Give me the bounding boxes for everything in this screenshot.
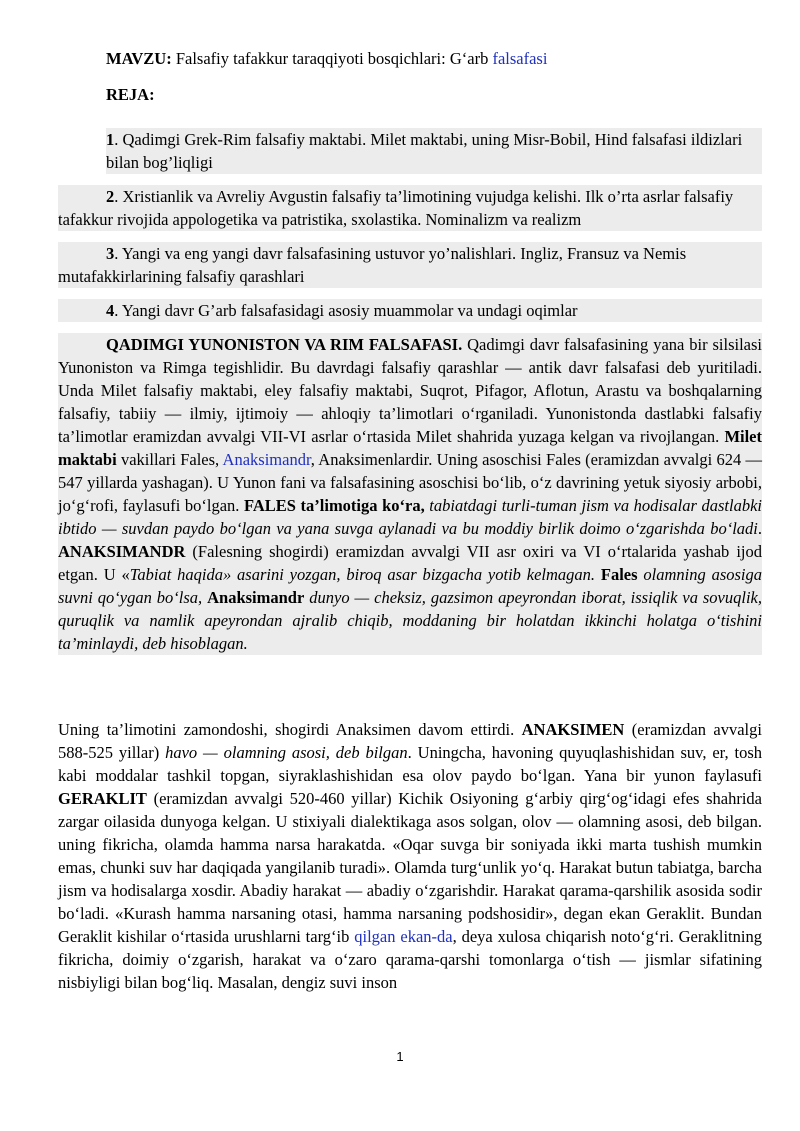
italic-text: tabiatdagi turli-tuman jism va hodisalar dastlabki ibtido — suvdan paydo bo‘lgan va yana suvga aylanadi va bu moddiy birlik doimo o‘zgarishda bo‘ladi [58,496,763,538]
italic-text: Tabiat haqida» asarini yozgan, biroq asar bizgacha yotib kelmagan. [129,565,601,584]
bold-term: Fales [600,565,638,584]
plan-number: 1 [106,130,115,149]
paragraph-text: (eramizdan avvalgi 588-525 yillar) [58,720,762,762]
italic-text: olamning asosiga suvni qo‘ygan bo‘lsa, [58,565,763,607]
plan-item-4 [58,299,762,322]
plan-text: . Qadimgi Grek-Rim falsafiy maktabi. Milet maktabi, uning Misr-Bobil, Hind falsafasi ildizlari bilan bog’liqligi [106,130,743,172]
section-heading: QADIMGI YUNONISTON VA RIM FALSAFASI. [106,335,463,354]
second-paragraph [58,718,762,994]
bold-term: FALES ta’limotiga ko‘ra, [244,496,425,515]
plan-item-1 [106,128,762,174]
italic-text: dunyo — cheksiz, gazsimon apeyrondan iborat, issiqlik va sovuqlik, quruqlik va namlik apeyrondan ajralib chiqib, moddaning bir holatdan ikkinchi holatga o‘tishini ta’minlaydi, deb hisoblagan. [58,588,763,653]
bold-term: Anaksimandr [207,588,305,607]
italic-text: havo — olamning asosi, deb bilgan [165,743,408,762]
title-text: Falsafiy tafakkur taraqqiyoti bosqichlari: G‘arb [171,49,493,68]
bold-term: ANAKSIMANDR [58,542,186,561]
paragraph-text: Qadimgi davr falsafasining yana bir silsilasi Yunoniston va Rimga tegishlidir. Bu davrdagi falsafiy qarashlar — antik davr falsafasi deb yuritiladi. Unda Milet falsafiy maktabi, eley falsafiy maktabi, Suqrot, Pifagor, Aflotun, Arastu va boshqalarning falsafiy, tabiiy — ilmiy, ijtimoiy — ahloqiy ta’limotlari o‘rganiladi. Yunonistonda dastlabki falsafiy ta’limotlar eramizdan avvalgi VII-VI asrlar o‘rtasida Milet shahrida yuzaga kelgan va rivojlangan. [58,335,762,446]
paragraph-text: , deya xulosa chiqarish noto‘g‘ri. Geraklitning fikricha, doimiy o‘zgarish, harakat va o‘zaro qarama-qarshi tomonlarga o‘tish — jismlar sifatining nisbiyligi bilan bog‘liq. Masalan, dengiz suvi inson [58,927,762,992]
title-prefix: MAVZU: [106,49,172,68]
paragraph-text: vakillari Fales, [116,450,223,469]
main-paragraph [58,333,762,655]
page-number: 1 [396,1049,404,1064]
paragraph-text: . Uningcha, havoning quyuqlashishidan suv, er, tosh kabi moddalar tashkil topgan, siyraklashishidan esa olov paydo bo‘lgan. Yana bir yunon faylasufi [58,743,763,785]
plan-text: . Yangi va eng yangi davr falsafasining ustuvor yo’nalishlari. Ingliz, Fransuz va Nemis mutafakkirlarining falsafiy qarashlari [58,244,687,286]
page-title [58,47,762,70]
paragraph-text: . [757,519,762,538]
paragraph-text: (Falesning shogirdi) eramizdan avvalgi VII asr oxiri va VI o‘rtalarida yashab ijod etgan. U « [58,542,762,584]
plan-text: . Xristianlik va Avreliy Avgustin falsafiy ta’limotining vujudga kelishi. Ilk o’rta asrlar falsafiy tafakkur rivojida appologetika va patristika, sxolastika. Nominalizm va realizm [58,187,734,229]
plan-number: 3 [106,244,115,263]
paragraph-text: (eramizdan avvalgi 520-460 yillar) Kichik Osiyoning g‘arbiy qirg‘og‘idagi efes shahrida zargar oilasida dunyoga kelgan. U stixiyali dialektikaga asos solgan, olov — olamning asosi, deb bilgan. uning fikricha, olamda hamma narsa harakatda. «Oqar suvga bir soniyada ikki marta tushish mumkin emas, chunki suv har daqiqada yangilanib turadi». Olamda turg‘unlik yo‘q. Harakat butun tabiatga, barcha jism va hodisalarga xosdir. Abadiy harakat — abadiy o‘zgarishdir. Harakat qarama-qarshilik asosida sodir bo‘ladi. «Kurash hamma narsaning otasi, hamma narsaning podshosidir», degan ekan Geraklit. Bundan Geraklit kishilar o‘rtasida urushlarni targ‘ib [58,789,762,946]
plan-item-3 [58,242,762,288]
paragraph-text: , Anaksimenlardir. Uning asoschisi Fales (eramizdan avvalgi 624 — 547 yillarda yashagan). U Yunon fani va falsafasining asoschisi bo‘lib, o‘z davrining yetuk siyosiy arbobi, jo‘g‘rofi, faylasufi bo‘lgan. [58,450,762,515]
plan-number: 2 [106,187,115,206]
bold-term: GERAKLIT [58,789,147,808]
bold-term: ANAKSIMEN [521,720,625,739]
title-link[interactable]: falsafasi [492,49,548,68]
paragraph-text: Uning ta’limotini zamondoshi, shogirdi Anaksimen davom ettirdi. [58,720,522,739]
inline-link[interactable]: qilgan ekan-da [354,927,453,946]
bold-term: Milet maktabi [58,427,762,469]
plan-item-2 [58,185,762,231]
reja-heading [58,83,762,106]
anaksimandr-link[interactable]: Anaksimandr [222,450,311,469]
plan-text: . Yangi davr G’arb falsafasidagi asosiy muammolar va undagi oqimlar [114,301,578,320]
reja-label: REJA: [106,85,155,104]
plan-number: 4 [106,301,115,320]
